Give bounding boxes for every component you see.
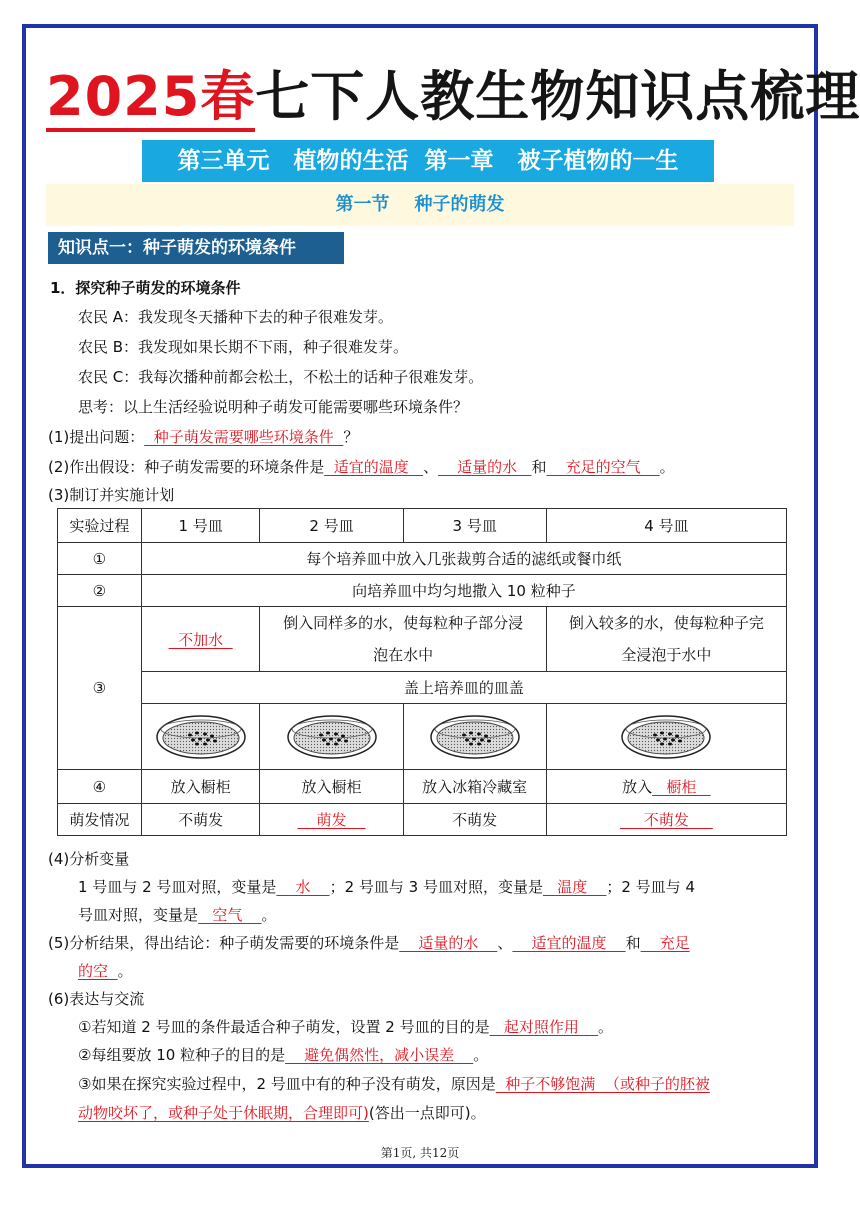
conclusion-answer-1: 适量的水 <box>399 934 498 952</box>
petri-dish-cell <box>260 704 403 770</box>
table-row <box>58 804 787 836</box>
table-header-row <box>58 509 787 543</box>
text-segment: 。 <box>117 962 133 980</box>
table-row <box>58 575 787 607</box>
question-1 <box>78 1016 613 1038</box>
step-2-hypothesis <box>48 456 675 478</box>
table-row <box>58 607 787 672</box>
table-row <box>58 704 787 770</box>
dish-4-location-answer: 橱柜 <box>652 778 711 796</box>
cell-line: 倒入同样多的水，使每粒种子部分浸 <box>283 614 524 632</box>
petri-dish-illustration <box>429 713 521 761</box>
separator: 和 <box>531 458 547 476</box>
step-5-line-2 <box>78 960 133 982</box>
step-label: ③ <box>58 607 142 770</box>
table-cell: 放入橱柜 <box>260 770 403 804</box>
section-title: 第一节 种子的萌发 <box>46 184 794 226</box>
text-segment: 。 <box>598 1018 614 1036</box>
table-cell: 每个培养皿中放入几张裁剪合适的滤纸或餐巾纸 <box>141 543 786 575</box>
think-question: 思考：以上生活经验说明种子萌发可能需要哪些环境条件？ <box>78 398 469 416</box>
hypothesis-answer-2: 适量的水 <box>438 458 532 476</box>
variable-answer-3: 空气 <box>198 906 262 924</box>
text-segment: (答出一点即可)。 <box>368 1104 486 1122</box>
step-2-suffix: 。 <box>659 458 675 476</box>
petri-dish-cell <box>403 704 546 770</box>
dish-4-result-answer: 不萌发 <box>620 811 713 829</box>
table-header: 1 号皿 <box>141 509 260 543</box>
text-segment: ③如果在探究实验过程中，2 号皿中有的种子没有萌发，原因是 <box>78 1075 496 1093</box>
dish-2-result-answer: 萌发 <box>297 811 366 829</box>
title-main: 七下人教生物知识点梳理 <box>255 65 860 128</box>
step-1-prefix: (1)提出问题： <box>48 428 145 446</box>
farmer-c-text: 农民 C：我每次播种前都会松土，不松土的话种子很难发芽。 <box>78 368 484 386</box>
table-cell <box>546 607 786 672</box>
table-header: 2 号皿 <box>260 509 403 543</box>
step-label: ② <box>58 575 142 607</box>
step-label: ④ <box>58 770 142 804</box>
knowledge-point-tag: 知识点一：种子萌发的环境条件 <box>48 232 344 264</box>
table-cell: 放入橱柜 <box>141 770 260 804</box>
hypothesis-answer-1: 适宜的温度 <box>324 458 424 476</box>
step-1-answer: 种子萌发需要哪些环境条件 <box>144 428 344 446</box>
title-year: 2025春 <box>46 65 255 132</box>
step-label: ① <box>58 543 142 575</box>
cell-line: 全浸泡于水中 <box>621 646 712 664</box>
step-4-line-1 <box>78 876 695 898</box>
petri-dish-cell <box>546 704 786 770</box>
cell-line: 泡在水中 <box>373 646 434 664</box>
text-segment: (5)分析结果，得出结论：种子萌发需要的环境条件是 <box>48 934 400 952</box>
text-segment: 1 号皿与 2 号皿对照，变量是 <box>78 878 277 896</box>
text-segment: ②每组要放 10 粒种子的目的是 <box>78 1046 286 1064</box>
table-header: 实验过程 <box>58 509 142 543</box>
table-cell <box>260 607 546 672</box>
unit-banner: 第三单元 植物的生活 第一章 被子植物的一生 <box>142 140 714 182</box>
cell-line: 倒入较多的水，使每粒种子完 <box>568 614 764 632</box>
table-row <box>58 672 787 704</box>
question-3-line-2 <box>78 1102 486 1124</box>
petri-dish-cell <box>141 704 260 770</box>
table-row <box>58 770 787 804</box>
conclusion-answer-3: 充足 <box>640 934 690 952</box>
text-segment: ；2 号皿与 4 <box>606 878 695 896</box>
question-3-answer: 种子不够饱满 （或种子的胚被 <box>495 1075 710 1093</box>
dish-1-water-answer: 不加水 <box>168 630 233 649</box>
text-segment: ①若知道 2 号皿的条件最适合种子萌发，设置 2 号皿的目的是 <box>78 1018 490 1036</box>
farmer-b-text: 农民 B：我发现如果长期不下雨，种子很难发芽。 <box>78 338 409 356</box>
step-1-question <box>48 426 358 448</box>
step-4-line-2 <box>78 904 276 926</box>
step-6-heading: (6)表达与交流 <box>48 990 145 1008</box>
table-cell: 盖上培养皿的皿盖 <box>141 672 786 704</box>
separator: 和 <box>625 934 641 952</box>
step-2-prefix: (2)作出假设：种子萌发需要的环境条件是 <box>48 458 325 476</box>
text-segment: ；2 号皿与 3 号皿对照，变量是 <box>329 878 543 896</box>
table-cell <box>141 607 260 672</box>
page-title <box>46 62 860 132</box>
table-cell: 放入冰箱冷藏室 <box>403 770 546 804</box>
separator: 、 <box>423 458 439 476</box>
question-2-answer: 避免偶然性，减小误差 <box>285 1046 474 1064</box>
table-cell <box>546 770 786 804</box>
petri-dish-illustration <box>286 713 378 761</box>
question-1-answer: 起对照作用 <box>489 1018 598 1036</box>
question-3-line-1 <box>78 1073 710 1095</box>
farmer-a-text: 农民 A：我发现冬天播种下去的种子很难发芽。 <box>78 308 394 326</box>
conclusion-answer-3-cont: 的空 <box>78 962 118 980</box>
hypothesis-answer-3: 充足的空气 <box>546 458 660 476</box>
variable-answer-2: 温度 <box>542 878 607 896</box>
table-cell <box>260 804 403 836</box>
question-2 <box>78 1044 488 1066</box>
text-segment: 号皿对照，变量是 <box>78 906 199 924</box>
step-1-suffix: ？ <box>343 428 359 446</box>
table-cell <box>546 804 786 836</box>
text-segment: 。 <box>261 906 277 924</box>
page-number: 第1页, 共12页 <box>380 1146 460 1160</box>
petri-dish-illustration <box>155 713 247 761</box>
petri-dish-illustration <box>620 713 712 761</box>
cell-prefix: 放入 <box>622 778 653 796</box>
step-5-line-1 <box>48 932 690 954</box>
table-row <box>58 543 787 575</box>
table-cell: 不萌发 <box>141 804 260 836</box>
experiment-table <box>57 508 787 836</box>
table-header: 3 号皿 <box>403 509 546 543</box>
experiment-heading: 1．探究种子萌发的环境条件 <box>50 279 241 297</box>
conclusion-answer-2: 适宜的温度 <box>512 934 626 952</box>
question-3-answer-cont: 动物咬坏了，或种子处于休眠期，合理即可) <box>78 1104 369 1122</box>
table-header: 4 号皿 <box>546 509 786 543</box>
table-cell: 向培养皿中均匀地撒入 10 粒种子 <box>141 575 786 607</box>
step-4-heading: (4)分析变量 <box>48 850 130 868</box>
variable-answer-1: 水 <box>276 878 330 896</box>
text-segment: 。 <box>473 1046 489 1064</box>
table-cell: 不萌发 <box>403 804 546 836</box>
step-3-plan: (3)制订并实施计划 <box>48 486 175 504</box>
separator: 、 <box>497 934 513 952</box>
row-label: 萌发情况 <box>58 804 142 836</box>
